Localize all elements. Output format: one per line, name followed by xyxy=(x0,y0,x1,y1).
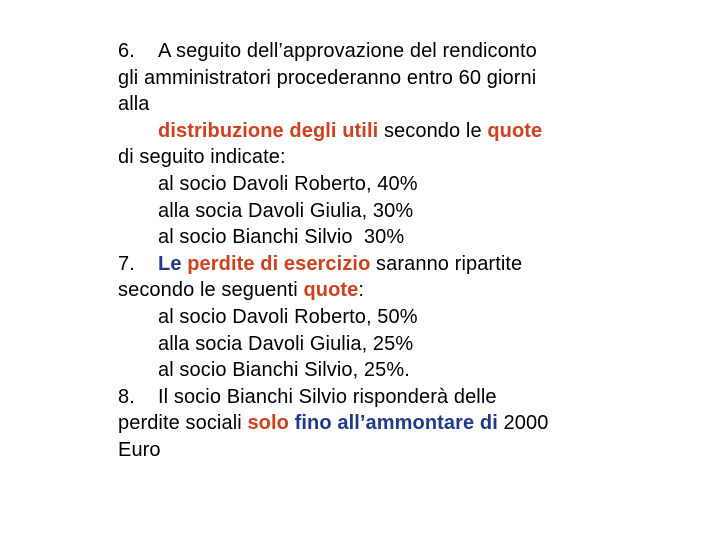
amount: 2000 xyxy=(497,412,549,435)
item-6-line-4-text: secondo le xyxy=(378,119,488,142)
item-6-share-1: al socio Davoli Roberto, 40% xyxy=(158,172,418,195)
item-7-share-2: alla socia Davoli Giulia, 25% xyxy=(158,332,414,355)
colon: : xyxy=(358,279,365,302)
item-7-number: 7. xyxy=(118,252,135,275)
only-highlight: solo xyxy=(247,412,289,435)
item-8-text: Il socio Bianchi Silvio risponderà delle xyxy=(158,385,497,408)
article-highlight: Le xyxy=(158,252,182,275)
item-7-line-2-text: secondo le seguenti xyxy=(118,279,304,302)
item-6-line-1 xyxy=(118,38,678,65)
item-6-line-3: alla xyxy=(118,93,150,116)
quote-highlight: quote xyxy=(487,119,543,142)
item-6-line-2: gli amministratori procederanno entro 60 giorni xyxy=(118,66,537,89)
profit-distribution-highlight: distribuzione degli utili xyxy=(158,119,379,142)
item-7-line-1 xyxy=(118,251,678,278)
item-8-line-3: Euro xyxy=(118,438,161,461)
item-8-number: 8. xyxy=(118,385,135,408)
item-8-line-1 xyxy=(118,384,678,411)
item-7-share-1: al socio Davoli Roberto, 50% xyxy=(158,305,418,328)
item-8-line-2-text: perdite sociali xyxy=(118,412,248,435)
item-7-line-1-text: saranno ripartite xyxy=(370,252,523,275)
statute-text xyxy=(118,38,678,464)
item-7-share-3: al socio Bianchi Silvio, 25%. xyxy=(158,359,410,382)
item-6-line-5: di seguito indicate: xyxy=(118,146,286,169)
limit-highlight: fino all’ammontare di xyxy=(294,412,498,435)
losses-highlight: perdite di esercizio xyxy=(187,252,371,275)
quote-highlight: quote xyxy=(303,279,359,302)
item-6-share-2: alla socia Davoli Giulia, 30% xyxy=(158,199,414,222)
item-8-line-2 xyxy=(118,410,678,437)
item-7-line-2 xyxy=(118,277,678,304)
item-6-share-3: al socio Bianchi Silvio 30% xyxy=(158,226,405,249)
item-6-text: A seguito dell’approvazione del rendiconto xyxy=(158,40,537,62)
item-6-line-4 xyxy=(118,118,678,145)
item-6-number: 6. xyxy=(118,40,135,62)
